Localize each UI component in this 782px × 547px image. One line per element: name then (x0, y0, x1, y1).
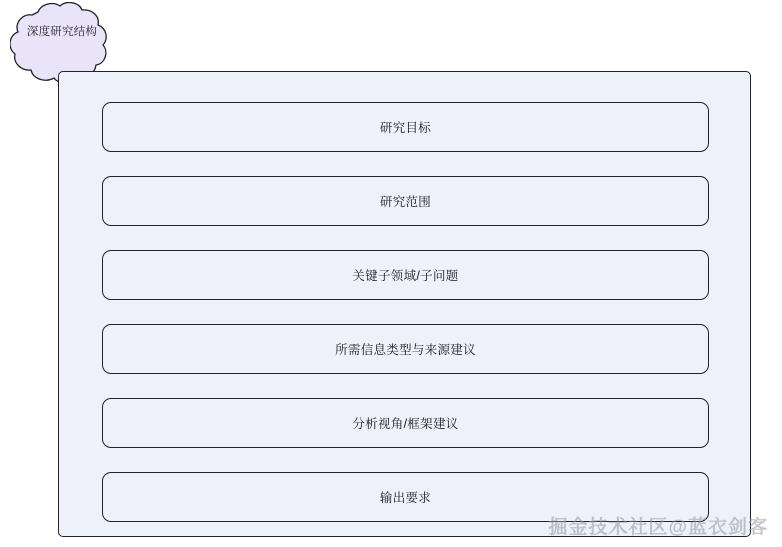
structure-row-label: 研究目标 (379, 121, 432, 135)
structure-row-label: 所需信息类型与来源建议 (335, 343, 476, 357)
structure-row[interactable] (102, 324, 709, 374)
structure-row-label: 研究范围 (379, 195, 432, 209)
structure-row[interactable] (102, 398, 709, 448)
structure-row[interactable] (102, 472, 709, 522)
watermark: 掘金技术社区@蓝衣剑客 (548, 517, 768, 538)
structure-row[interactable] (102, 176, 709, 226)
structure-row-label: 关键子领域/子问题 (352, 269, 459, 283)
cloud-node-label: 深度研究结构 (26, 26, 98, 38)
structure-row[interactable] (102, 102, 709, 152)
structure-row-label: 分析视角/框架建议 (352, 417, 459, 431)
structure-row[interactable] (102, 250, 709, 300)
structure-row-list (102, 102, 709, 522)
structure-row-label: 输出要求 (379, 491, 432, 505)
